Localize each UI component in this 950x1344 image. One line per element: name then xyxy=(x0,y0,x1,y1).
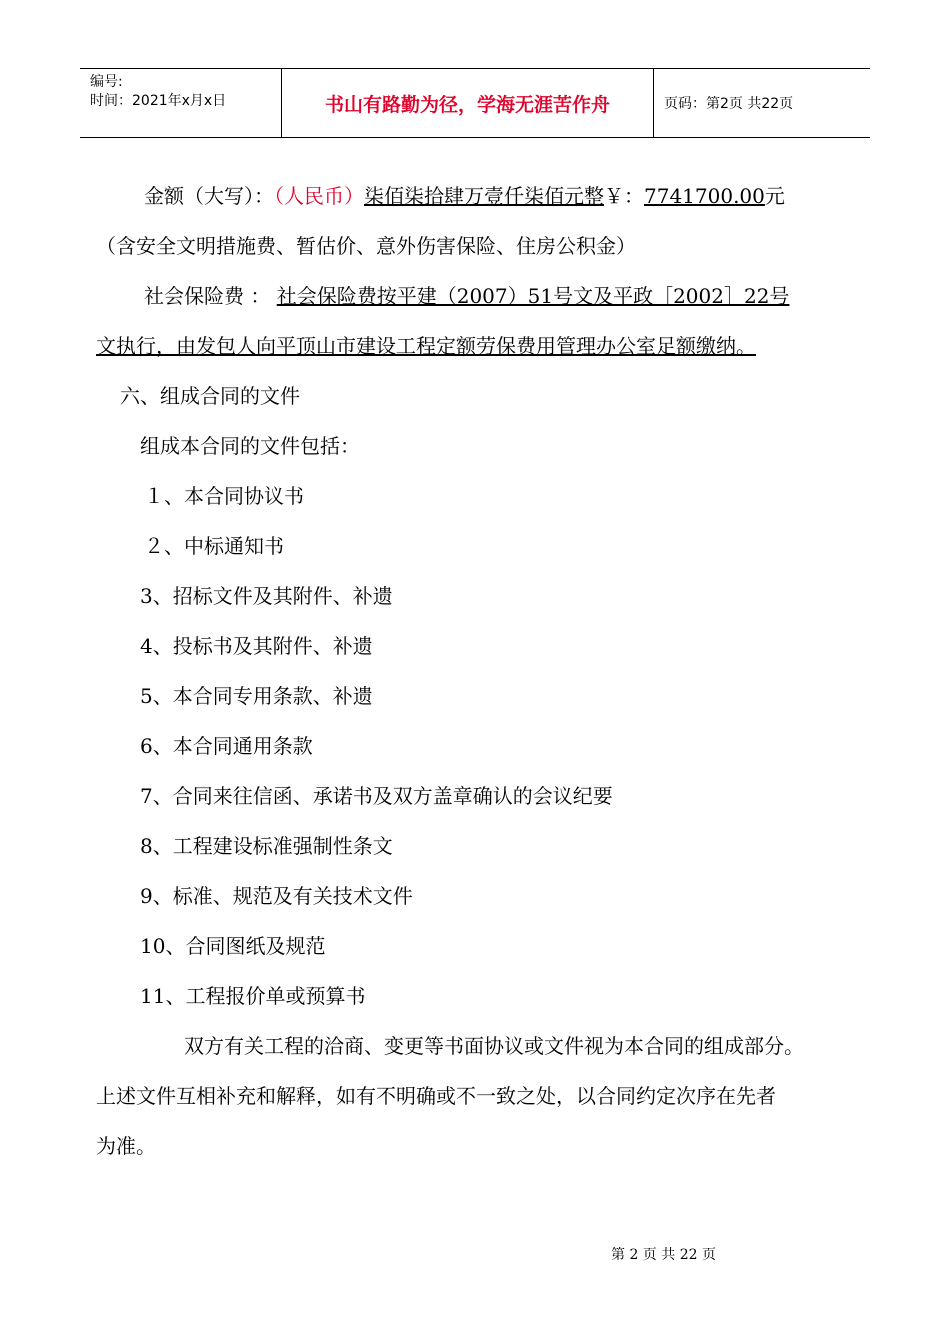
list-item: 6、本合同通用条款 xyxy=(140,734,313,758)
header-page-label: 页码：第2页 共22页 xyxy=(664,96,794,112)
serial-label: 编号: xyxy=(90,74,123,90)
list-item: 7、合同来往信函、承诺书及双方盖章确认的会议纪要 xyxy=(140,784,613,808)
insurance-line-1 xyxy=(144,280,789,309)
header-left-cell xyxy=(80,69,282,137)
list-item: ２、中标通知书 xyxy=(144,534,284,558)
page-header xyxy=(80,68,870,138)
amount-yen-label: ￥： xyxy=(604,184,644,208)
page-footer: 第 2 页 共 22 页 xyxy=(611,1247,716,1263)
list-item: 9、标准、规范及有关技术文件 xyxy=(140,884,413,908)
list-item: 4、投标书及其附件、补遗 xyxy=(140,634,373,658)
list-item: 11、工程报价单或预算书 xyxy=(140,984,366,1008)
section-title: 六、组成合同的文件 xyxy=(120,384,300,408)
insurance-label: 社会保险费 ： xyxy=(144,284,271,308)
amount-currency: （人民币） xyxy=(274,184,364,208)
amount-note: （含安全文明措施费、暂估价、意外伤害保险、住房公积金） xyxy=(96,234,636,258)
closing-line-1: 双方有关工程的洽商、变更等书面协议或文件视为本合同的组成部分。 xyxy=(184,1034,804,1058)
list-item: １、本合同协议书 xyxy=(144,484,304,508)
amount-words: 柒佰柒拾肆万壹仟柒佰元整 xyxy=(364,184,604,208)
list-item: 3、招标文件及其附件、补遗 xyxy=(140,584,393,608)
amount-label: 金额（大写）： xyxy=(144,184,274,208)
closing-line-3: 为准。 xyxy=(96,1134,156,1158)
amount-figure: 7741700.00 xyxy=(644,184,765,208)
amount-unit: 元 xyxy=(764,184,785,208)
time-label: 时间：2021年x月x日 xyxy=(90,93,227,109)
list-item: 8、工程建设标准强制性条文 xyxy=(140,834,393,858)
insurance-text-1: 社会保险费按平建（2007）51号文及平政［2002］22号 xyxy=(276,284,790,308)
list-item: 10、合同图纸及规范 xyxy=(140,934,326,958)
section-intro: 组成本合同的文件包括： xyxy=(140,434,360,458)
list-item: 5、本合同专用条款、补遗 xyxy=(140,684,373,708)
closing-line-2: 上述文件互相补充和解释，如有不明确或不一致之处，以合同约定次序在先者 xyxy=(96,1084,776,1108)
amount-line xyxy=(144,180,785,209)
insurance-text-2: 文执行，由发包人向平顶山市建设工程定额劳保费用管理办公室足额缴纳。 xyxy=(96,334,756,358)
header-motto: 书山有路勤为径，学海无涯苦作舟 xyxy=(282,69,654,137)
